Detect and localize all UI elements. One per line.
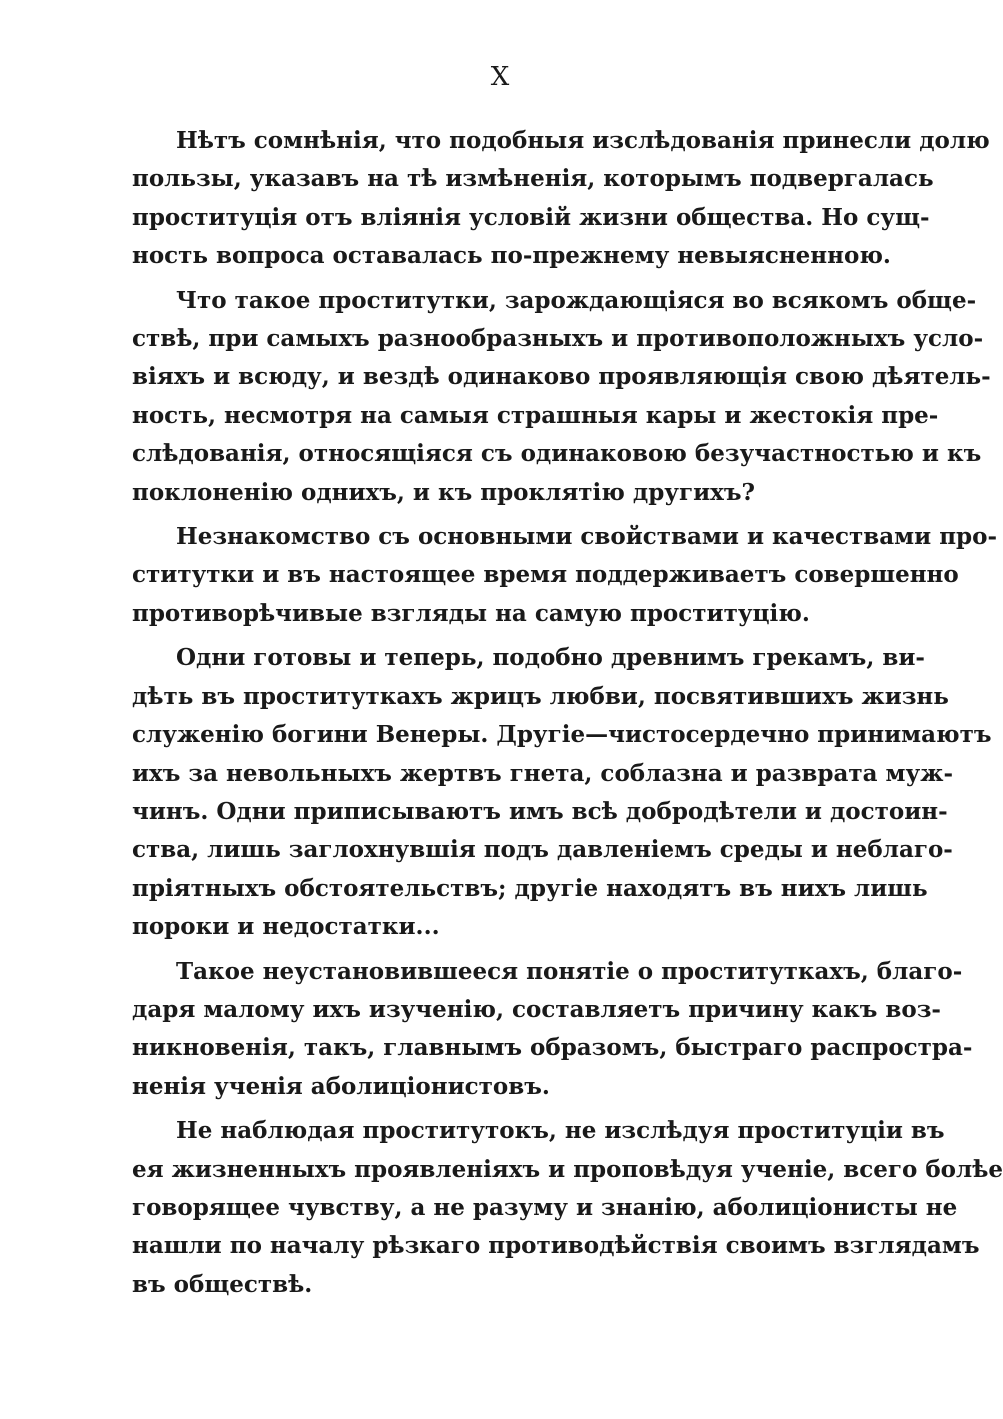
text-line: проституція отъ вліянія условій жизни общества. Но сущ- — [132, 203, 930, 231]
text-line: ность, несмотря на самыя страшныя кары и жестокія пре- — [132, 401, 939, 429]
body-text — [132, 122, 1003, 1310]
text-line: Такое неустановившееся понятіе о проституткахъ, благо- — [176, 957, 963, 985]
text-line: слѣдованія, относящіяся съ одинаковою безучастностью и къ — [132, 440, 982, 468]
text-line: віяхъ и всюду, и вездѣ одинаково проявляющія свою дѣятель- — [132, 363, 991, 391]
text-line: пріятныхъ обстоятельствъ; другіе находятъ въ нихъ лишь — [132, 874, 928, 902]
text-line: пользы, указавъ на тѣ измѣненія, которымъ подвергалась — [132, 165, 934, 193]
text-line: ность вопроса оставалась по-прежнему невыясненною. — [132, 242, 891, 270]
text-line: даря малому ихъ изученію, составляетъ причину какъ воз- — [132, 995, 941, 1023]
text-line: Одни готовы и теперь, подобно древнимъ грекамъ, ви- — [176, 644, 925, 672]
text-line: противорѣчивые взгляды на самую проституцію. — [132, 599, 810, 627]
paragraph — [132, 518, 997, 633]
text-line: служенію богини Венеры. Другіе—чистосердечно принимаютъ — [132, 721, 992, 749]
text-line: пороки и недостатки... — [132, 913, 440, 941]
text-line: никновенія, такъ, главнымъ образомъ, быстраго распростра- — [132, 1034, 973, 1062]
text-line: Не наблюдая проститутокъ, не изслѣдуя проституціи въ — [176, 1117, 945, 1145]
paragraph — [132, 953, 973, 1107]
text-line: Нѣтъ сомнѣнія, что подобныя изслѣдованія принесли долю — [176, 127, 990, 154]
text-line: говорящее чувству, а не разуму и знанію, аболиціонисты не — [132, 1193, 958, 1221]
text-line: ства, лишь заглохнувшія подъ давленіемъ среды и неблаго- — [132, 836, 953, 864]
text-line: дѣть въ проституткахъ жрицъ любви, посвятившихъ жизнь — [132, 682, 949, 710]
paragraph — [132, 1112, 1003, 1304]
paragraph — [132, 122, 990, 276]
paragraph — [132, 282, 991, 512]
text-line: ствѣ, при самыхъ разнообразныхъ и противоположныхъ усло- — [132, 325, 984, 353]
text-line: нашли по началу рѣзкаго противодѣйствія своимъ взглядамъ — [132, 1232, 980, 1260]
text-line: въ обществѣ. — [132, 1270, 313, 1298]
page-number: X — [490, 62, 510, 92]
text-line: ея жизненныхъ проявленіяхъ и проповѣдуя ученіе, всего болѣе — [132, 1155, 1003, 1183]
text-line: Что такое проститутки, зарождающіяся во всякомъ обще- — [176, 286, 977, 314]
paragraph — [132, 639, 992, 946]
text-line: чинъ. Одни приписываютъ имъ всѣ добродѣтели и достоин- — [132, 797, 948, 825]
text-line: поклоненію однихъ, и къ проклятію другихъ? — [132, 478, 756, 506]
text-line: ститутки и въ настоящее время поддерживаетъ совершенно — [132, 561, 959, 589]
text-line: ненія ученія аболиціонистовъ. — [132, 1072, 550, 1100]
text-line: Незнакомство съ основными свойствами и качествами про- — [176, 523, 997, 551]
text-line: ихъ за невольныхъ жертвъ гнета, соблазна и разврата муж- — [132, 759, 953, 787]
